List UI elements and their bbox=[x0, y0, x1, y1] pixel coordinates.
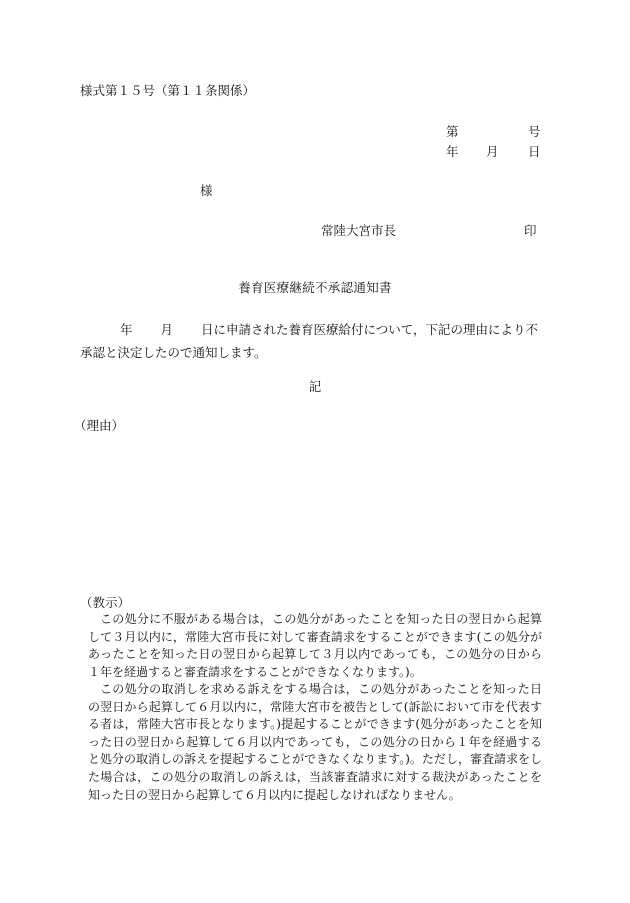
ki-heading: 記 bbox=[308, 379, 322, 394]
document-title: 養育医療継続不承認通知書 bbox=[238, 280, 392, 295]
body-month: 月 bbox=[160, 322, 174, 337]
reason-label: （理由） bbox=[74, 418, 125, 433]
body-paragraph bbox=[80, 318, 540, 364]
body-text: 日に申請された養育医療給付について，下記の理由により不承認と決定したので通知します。 bbox=[80, 322, 539, 360]
seal-mark: 印 bbox=[524, 223, 537, 238]
form-number: 様式第１５号（第１１条関係） bbox=[80, 83, 256, 98]
date-year: 年 bbox=[446, 144, 459, 159]
notice-paragraph-2: この処分の取消しを求める訴えをする場合は，この処分があったことを知った日の翌日から起算して６月以内に，常陸大宮市を被告として(訴訟において市を代表する者は，常陸大宮市長となります。)提起することができます(処分があったことを知った日の翌日から起算して６月以内であっても，この処分の日から１年を経過すると処分の取消しの訴えを提起することができなくなります。)。ただし，審査請求をした場合は，この処分の取消しの訴えは，当該審査請求に対する裁決があったことを知った日の翌日から起算して６月以内に提起しなければなりません。 bbox=[88, 682, 542, 802]
notice-paragraph-1: この処分に不服がある場合は，この処分があったことを知った日の翌日から起算して３月以内に，常陸大宮市長に対して審査請求をすることができます(この処分があったことを知った日の翌日から起算して３月以内であっても，この処分の日から１年を経過すると審査請求をすることができなくなります。)。 bbox=[88, 612, 542, 679]
date-month: 月 bbox=[486, 144, 499, 159]
number-suffix: 号 bbox=[528, 124, 541, 139]
addressee-honorific: 様 bbox=[200, 183, 213, 198]
date-day: 日 bbox=[528, 144, 541, 159]
number-prefix: 第 bbox=[446, 124, 459, 139]
sender-name: 常陸大宮市長 bbox=[321, 223, 397, 238]
body-year: 年 bbox=[120, 322, 133, 337]
notice-title: （教示） bbox=[80, 595, 131, 610]
